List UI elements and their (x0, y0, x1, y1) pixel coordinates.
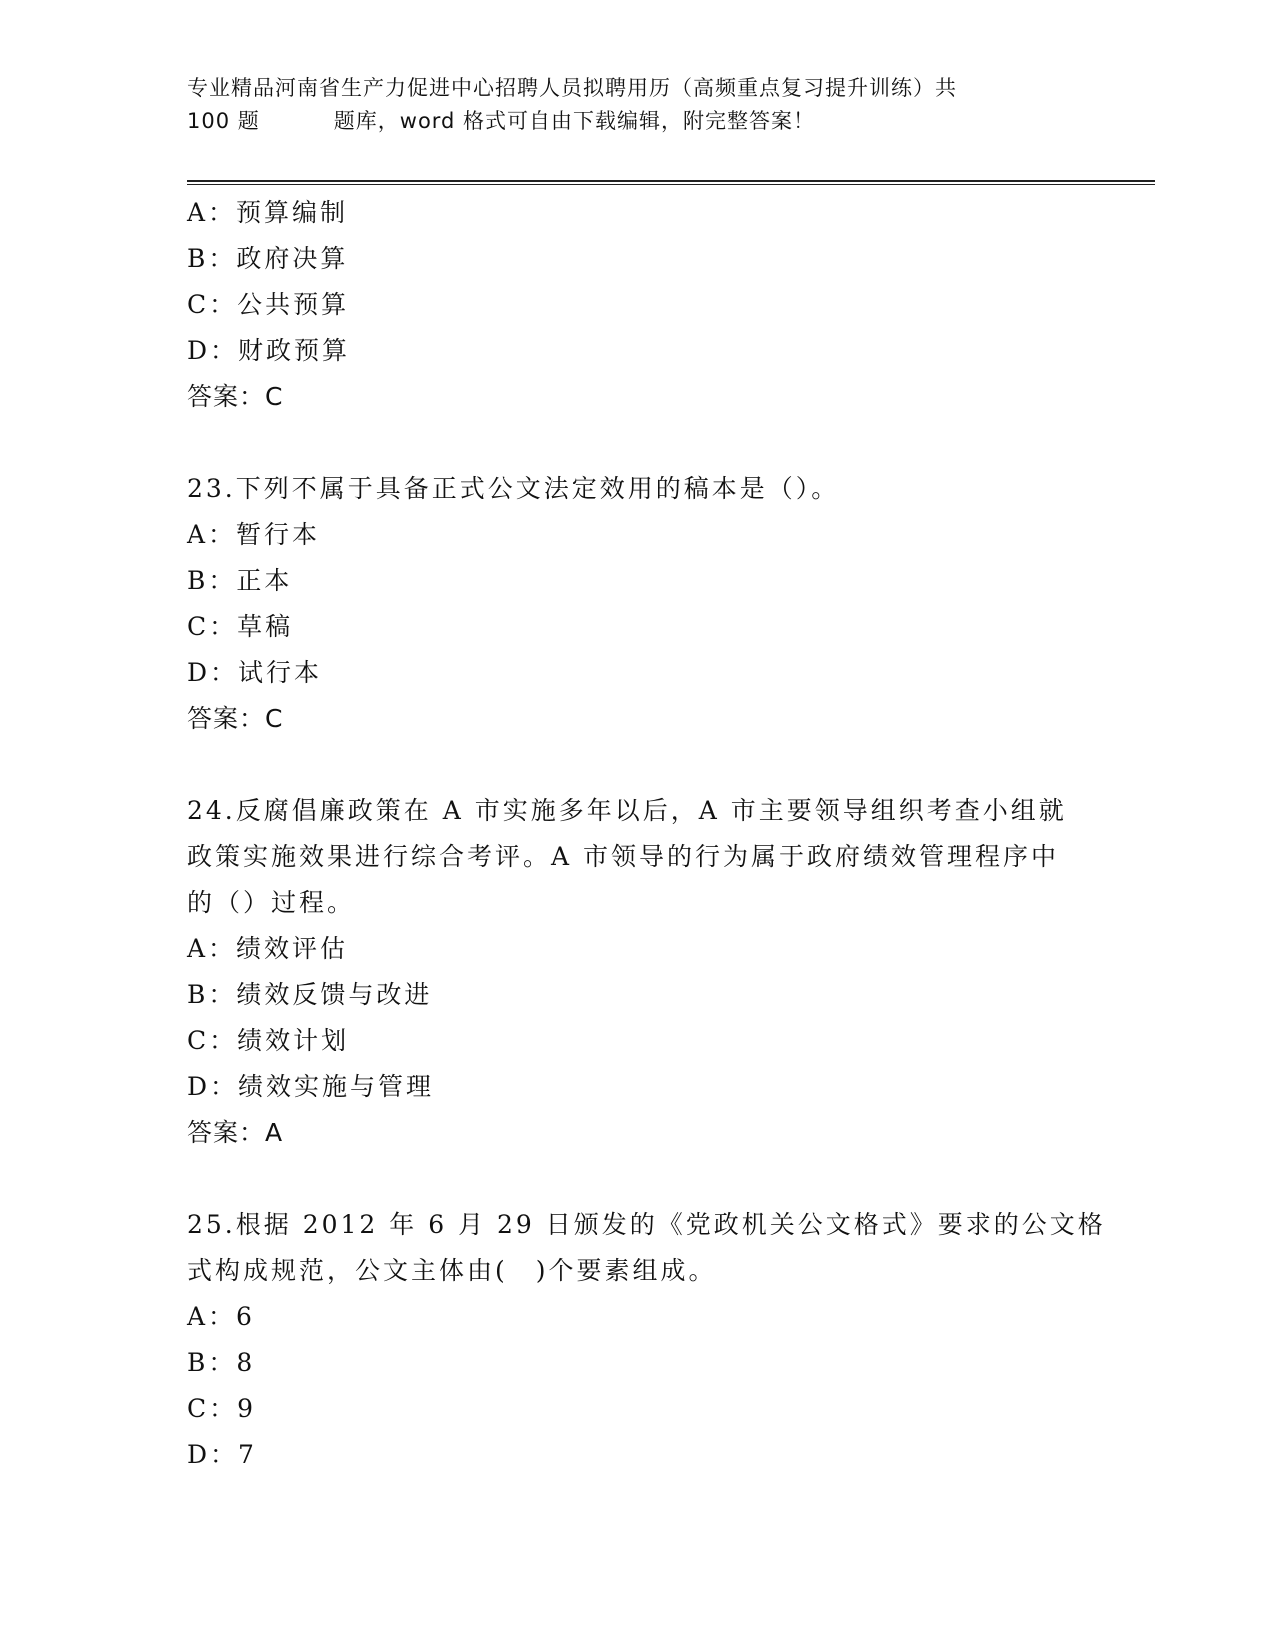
document-header (187, 72, 1087, 138)
question-content (187, 190, 1106, 1478)
option-a: A：绩效评估 (187, 934, 349, 963)
question-text: 式构成规范，公文主体由( )个要素组成。 (187, 1256, 717, 1285)
option-a: A：预算编制 (187, 198, 349, 227)
option-b: B：政府决算 (187, 244, 349, 273)
question-22 (187, 190, 1087, 420)
header-count: 100 题 (187, 109, 260, 133)
option-d: D：试行本 (187, 658, 323, 687)
option-b: B：绩效反馈与改进 (187, 980, 433, 1009)
question-text: 政策实施效果进行综合考评。A 市领导的行为属于政府绩效管理程序中 (187, 842, 1060, 871)
option-c: C：公共预算 (187, 290, 350, 319)
header-line-2 (187, 105, 1087, 138)
option-b: B：8 (187, 1348, 256, 1377)
header-desc: 题库，word 格式可自由下载编辑，附完整答案！ (333, 109, 816, 133)
header-line-1: 专业精品河南省生产力促进中心招聘人员拟聘用历（高频重点复习提升训练）共 (187, 76, 957, 100)
option-b: B：正本 (187, 566, 293, 595)
answer: 答案：C (187, 382, 284, 411)
question-text: 25.根据 2012 年 6 月 29 日颁发的《党政机关公文格式》要求的公文格 (187, 1210, 1106, 1239)
question-text: 23.下列不属于具备正式公文法定效用的稿本是（）。 (187, 474, 840, 503)
option-c: C：9 (187, 1394, 257, 1423)
question-text: 24.反腐倡廉政策在 A 市实施多年以后，A 市主要领导组织考查小组就 (187, 796, 1067, 825)
option-d: D：绩效实施与管理 (187, 1072, 435, 1101)
option-a: A：6 (187, 1302, 255, 1331)
option-c: C：草稿 (187, 612, 294, 641)
option-d: D：7 (187, 1440, 257, 1469)
answer: 答案：A (187, 1118, 284, 1147)
question-text: 的（）过程。 (187, 888, 356, 917)
question-25 (187, 1202, 1106, 1478)
question-24 (187, 788, 1087, 1156)
option-d: D：财政预算 (187, 336, 351, 365)
header-rule-thin (187, 184, 1155, 185)
answer: 答案：C (187, 704, 284, 733)
option-a: A：暂行本 (187, 520, 321, 549)
option-c: C：绩效计划 (187, 1026, 350, 1055)
header-rule-thick (187, 180, 1155, 182)
question-23 (187, 466, 1087, 742)
